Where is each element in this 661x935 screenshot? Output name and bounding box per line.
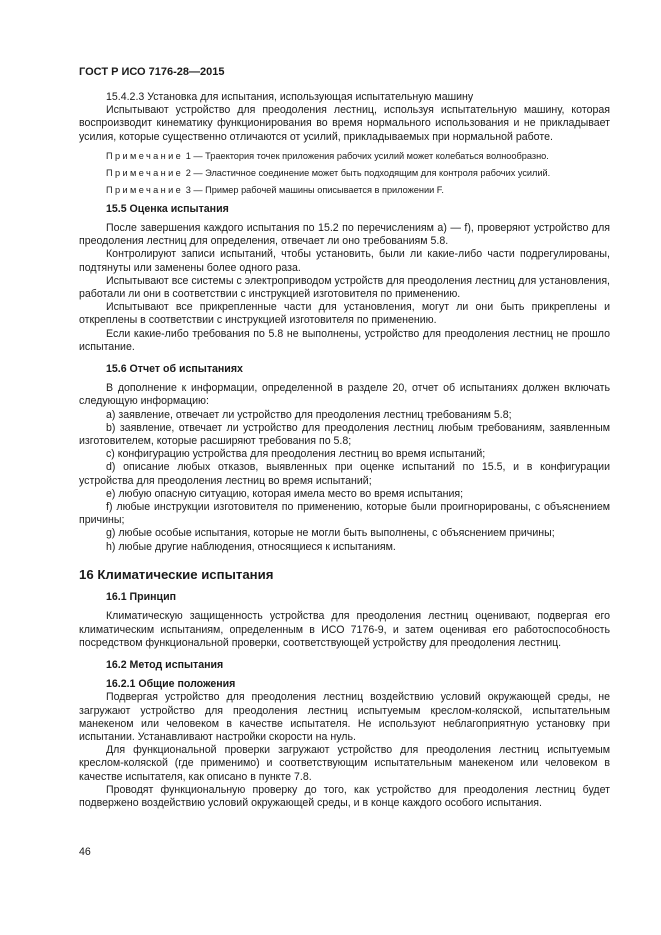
- note-text: 2 — Эластичное соединение может быть подходящим для контроля рабочих усилий.: [183, 167, 551, 178]
- list-item: а) заявление, отвечает ли устройство для преодоления лестниц требованиям 5.8;: [106, 408, 512, 421]
- section-heading-16-2: 16.2 Метод испытания: [106, 658, 224, 671]
- note: [79, 150, 610, 162]
- note-label: Примечание: [106, 150, 184, 161]
- note-text: 1 — Траектория точек приложения рабочих усилий может колебаться волнообразно.: [183, 150, 549, 161]
- paragraph: Испытывают все системы с электроприводом устройств для преодоления лестниц для установления, работали ли они в соответствии с инструкцией изготовителя по применению.: [79, 274, 610, 301]
- section-heading-15-5: 15.5 Оценка испытания: [106, 202, 229, 215]
- paragraph: Контролируют записи испытаний, чтобы установить, были ли какие-либо части подрегулированы, подтянуты или заменены более одного раза.: [79, 248, 610, 274]
- chapter-heading-16: 16 Климатические испытания: [79, 566, 274, 582]
- note-text: 3 — Пример рабочей машины описывается в приложении F.: [183, 184, 444, 195]
- section-heading-15-6: 15.6 Отчет об испытаниях: [106, 363, 243, 376]
- note: [79, 184, 610, 196]
- paragraph: Испытывают устройство для преодоления лестниц, используя испытательную машину, которая воспроизводит кинематику функционирования во время нормального использования и не прикладывает усилия, которые существенно отличаются от усилий, прикладываемых при нормальной работе.: [79, 104, 610, 143]
- list-item: с) конфигурацию устройства для преодоления лестниц во время испытаний;: [106, 448, 486, 461]
- note: [79, 167, 610, 179]
- note-label: Примечание: [106, 184, 184, 195]
- list-item: f) любые инструкции изготовителя по применению, которые были проигнорированы, с объяснением причины;: [79, 501, 610, 527]
- subsection-heading-15-4-2-3: 15.4.2.3 Установка для испытания, использующая испытательную машину: [106, 91, 474, 103]
- paragraph: Если какие-либо требования по 5.8 не выполнены, устройство для преодоления лестниц не прошло испытание.: [79, 327, 610, 353]
- paragraph: После завершения каждого испытания по 15.2 по перечислениям а) — f), проверяют устройство для преодоления лестниц для определения, отвечает ли оно требованиям 5.8.: [79, 222, 610, 248]
- paragraph: Испытывают все прикрепленные части для установления, могут ли они быть прикреплены и откреплены в соответствии с инструкцией изготовителя по применению.: [79, 301, 610, 327]
- paragraph: Подвергая устройство для преодоления лестниц воздействию условий окружающей среды, не загружают устройство для преодоления лестниц испытуемым креслом-коляской, испытательным манекеном или человеком в качестве испытателя. Не используют неблагоприятную установку при испытании. Устанавливают настройки скорости на нуль.: [79, 691, 610, 743]
- note-label: Примечание: [106, 167, 184, 178]
- paragraph: Проводят функциональную проверку до того, как устройство для преодоления лестниц будет подвержено воздействию условий окружающей среды, и в конце каждого особого испытания.: [79, 783, 610, 809]
- paragraph: Для функциональной проверки загружают устройство для преодоления лестниц испытуемым креслом-коляской (где применимо) и соответствующим испытательным манекеном или человеком в качестве испытателя, как описано в пункте 7.8.: [79, 744, 610, 783]
- subsection-heading-16-2-1: 16.2.1 Общие положения: [106, 678, 236, 691]
- section-heading-16-1: 16.1 Принцип: [106, 591, 176, 604]
- paragraph: Климатическую защищенность устройства для преодоления лестниц оценивают, подвергая его климатическим испытаниям, определенным в ИСО 7176-9, и затем оценивая его работоспособность посредством функциональной проверки, соответствующей устройству для преодоления лестниц.: [79, 610, 610, 649]
- list-item: е) любую опасную ситуацию, которая имела место во время испытания;: [106, 487, 464, 500]
- document-body: [79, 91, 610, 810]
- list-item: b) заявление, отвечает ли устройство для преодоления лестниц любым требованиям, заявленным изготовителем, которые расширяют требования по 5.8;: [79, 421, 610, 448]
- list-item: h) любые другие наблюдения, относящиеся к испытаниям.: [106, 540, 396, 553]
- page-number: 46: [79, 846, 91, 858]
- paragraph: В дополнение к информации, определенной в разделе 20, отчет об испытаниях должен включать следующую информацию:: [79, 382, 610, 408]
- list-item: d) описание любых отказов, выявленных при оценке испытаний по 15.5, и в конфигурации устройства для преодоления лестниц во время испытаний;: [79, 461, 610, 487]
- document-title: ГОСТ Р ИСО 7176-28—2015: [79, 66, 225, 78]
- list-item: g) любые особые испытания, которые не могли быть выполнены, с объяснением причины;: [106, 527, 555, 540]
